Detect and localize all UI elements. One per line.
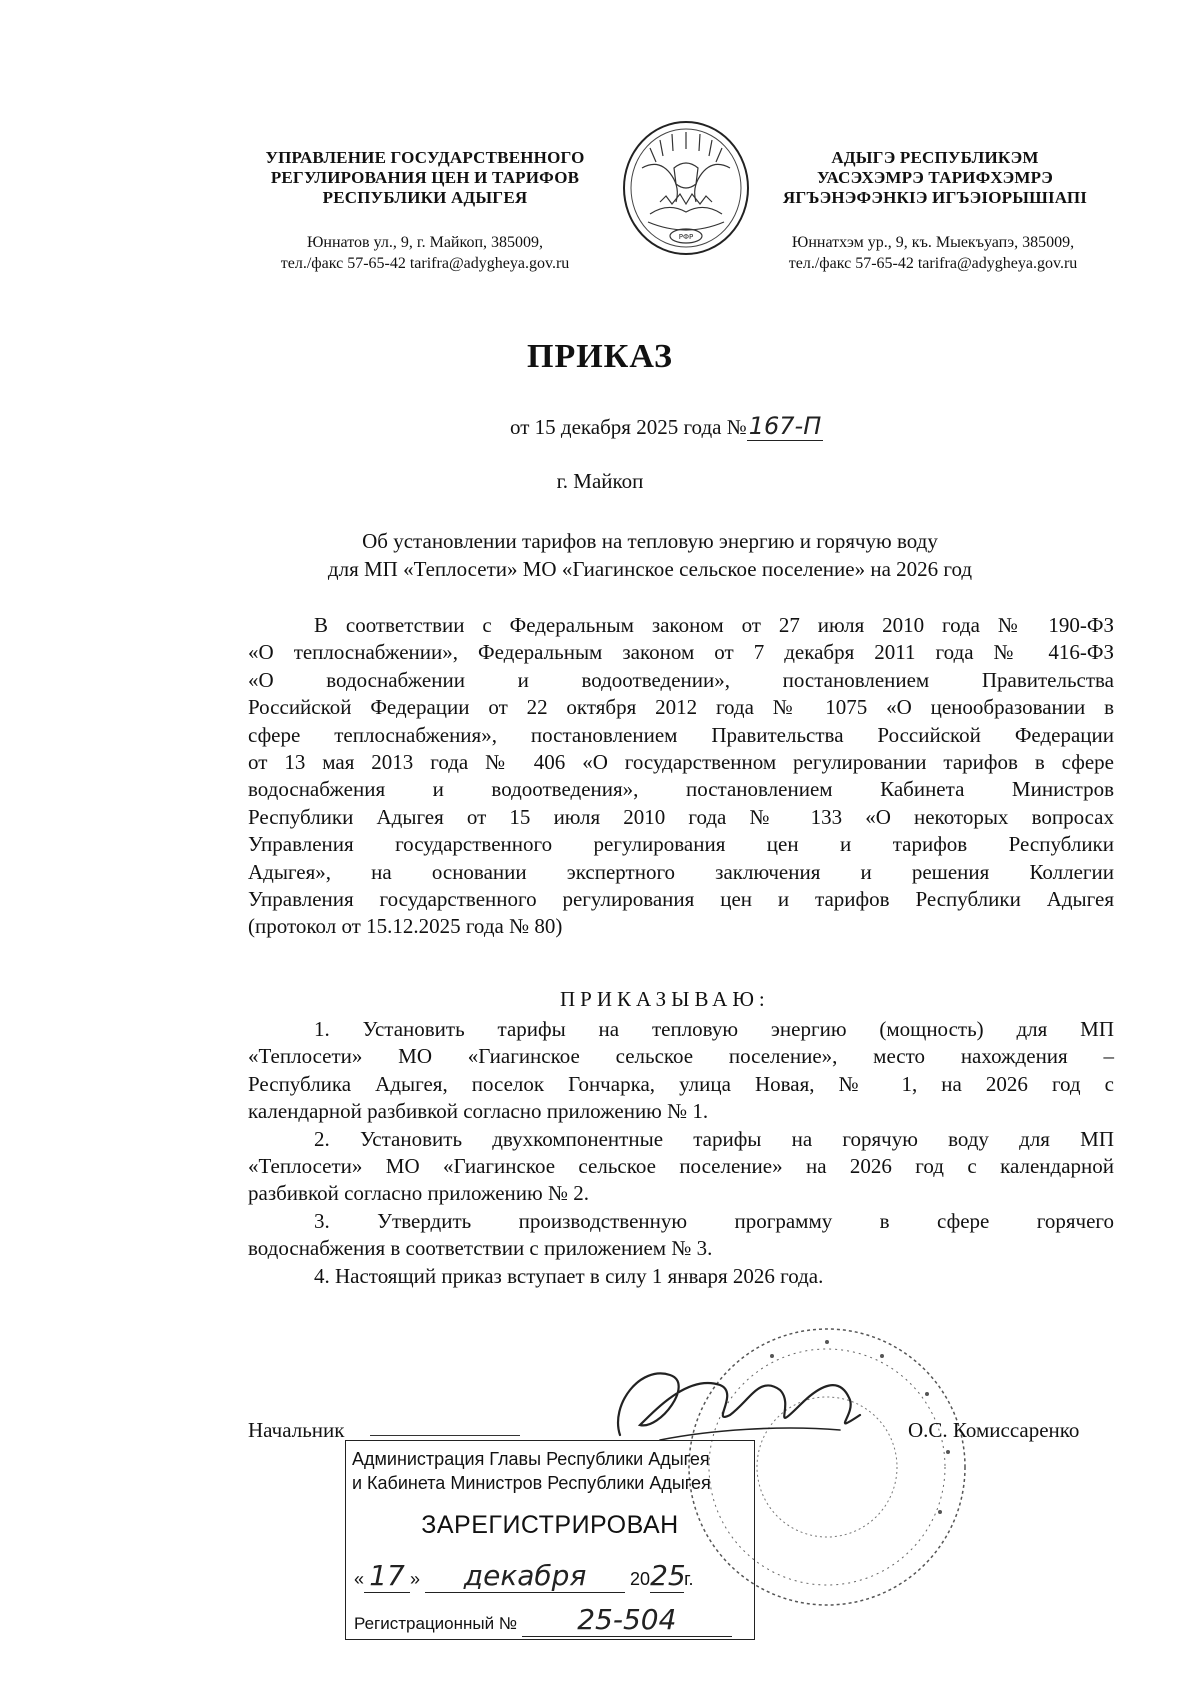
paragraph-line: водоснабжения и водоотведения», постановлением Кабинета Министров [248, 777, 1114, 802]
org-line: УПРАВЛЕНИЕ ГОСУДАРСТВЕННОГО [265, 148, 585, 167]
item-line: 1. Установить тарифы на тепловую энергию (мощность) для МП [314, 1017, 1114, 1041]
paragraph-line: Республики Адыгея от 15 июля 2010 года № 133 «О некоторых вопросах [248, 804, 1114, 829]
signatory-name: О.С. Комиссаренко [908, 1418, 1080, 1442]
republic-emblem-icon [620, 118, 752, 258]
stamp-year-unit: г. [684, 1569, 694, 1589]
item-line: 3. Утвердить производственную программу в сфере горячего [314, 1208, 1114, 1233]
item-line: «Теплосети» МО «Гиагинское сельское поселение» на 2026 год с календарной [248, 1154, 1114, 1179]
contact-line: тел./факс 57-65-42 tarifra@adygheya.gov.ru [280, 255, 570, 272]
decree-item [248, 1208, 1114, 1263]
stamp-day: 17 [364, 1559, 410, 1593]
document-date-line [510, 412, 823, 440]
paragraph-line: Управления государственного регулирования цен и тарифов Республики [248, 832, 1114, 857]
stamp-registration-number [354, 1603, 732, 1637]
org-name-adyghe [760, 148, 1110, 208]
preamble-paragraph [248, 612, 1114, 941]
org-line: УАСЭХЭМРЭ ТАРИФХЭМРЭ [817, 168, 1053, 187]
subject-line: для МП «Теплосети» МО «Гиагинское сельское поселение» на 2026 год [327, 557, 973, 581]
document-title: ПРИКАЗ [527, 338, 673, 375]
item-line: «Теплосети» МО «Гиагинское сельское поселение», место нахождения – [248, 1044, 1114, 1069]
decree-heading: ПРИКАЗЫВАЮ: [560, 987, 770, 1011]
paragraph-line: от 13 мая 2013 года № 406 «О государственном регулировании тарифов в сфере [248, 750, 1114, 775]
item-line: Республика Адыгея, поселок Гончарка, улица Новая, № 1, на 2026 год с [248, 1071, 1114, 1096]
decree-items [248, 1016, 1114, 1290]
document-date: от 15 декабря 2025 года № [510, 415, 747, 439]
org-line: АДЫГЭ РЕСПУБЛИКЭМ [831, 148, 1039, 167]
org-line: РЕГУЛИРОВАНИЯ ЦЕН И ТАРИФОВ [270, 168, 580, 187]
stamp-month: декабря [425, 1559, 625, 1593]
item-line: календарной разбивкой согласно приложению № 1. [248, 1099, 709, 1124]
stamp-org-line: Администрация Главы Республики Адыгея [352, 1449, 710, 1469]
document-subject [250, 527, 1050, 583]
org-name-russian [240, 148, 610, 208]
paragraph-line: сфере теплоснабжения», постановлением Правительства Российской Федерации [248, 722, 1114, 747]
stamp-organization [352, 1447, 711, 1495]
org-line: ЯГЪЭНЭФЭНКІЭ ИГЪЭІОРЫШІАПІ [782, 188, 1088, 207]
signature-line [370, 1435, 520, 1436]
stamp-date: « 17 » декабря 2025г. [354, 1559, 694, 1592]
decree-item [248, 1126, 1114, 1208]
paragraph-line: Управления государственного регулирования цен и тарифов Республики Адыгея [248, 887, 1114, 912]
stamp-year-suffix: 25 [650, 1559, 686, 1592]
item-line: разбивкой согласно приложению № 2. [248, 1181, 589, 1206]
contact-line: тел./факс 57-65-42 tarifra@adygheya.gov.ru [788, 255, 1078, 272]
paragraph-line: Адыгея», на основании экспертного заключения и решения Коллегии [248, 859, 1114, 884]
stamp-org-line: и Кабинета Министров Республики Адыгея [352, 1473, 711, 1493]
subject-line: Об установлении тарифов на тепловую энергию и горячую воду [362, 529, 938, 553]
stamp-reg-number: 25-504 [522, 1603, 732, 1637]
item-line: 4. Настоящий приказ вступает в силу 1 января 2026 года. [314, 1263, 824, 1288]
item-line: водоснабжения в соответствии с приложением № 3. [248, 1236, 713, 1261]
address-line: Юннатов ул., 9, г. Майкоп, 385009, [306, 234, 544, 251]
org-address-russian [240, 232, 610, 274]
decree-item [248, 1016, 1114, 1126]
paragraph-line: (протокол от 15.12.2025 года № 80) [248, 914, 563, 939]
paragraph-line: В соответствии с Федеральным законом от 27 июля 2010 года № 190-ФЗ [314, 613, 1114, 637]
org-line: РЕСПУБЛИКИ АДЫГЕЯ [322, 188, 528, 207]
document-number: 167-П [748, 412, 822, 440]
stamp-year-prefix: 20 [630, 1569, 651, 1589]
stamp-status: ЗАРЕГИСТРИРОВАН [421, 1511, 679, 1539]
svg-text:РФР: РФР [678, 233, 694, 241]
paragraph-line: «О водоснабжении и водоотведении», постановлением Правительства [248, 667, 1114, 692]
decree-item [248, 1263, 1114, 1290]
address-line: Юннатхэм ур., 9, къ. Мыекъуапэ, 385009, [791, 234, 1075, 251]
document-city: г. Майкоп [556, 469, 644, 493]
item-line: 2. Установить двухкомпонентные тарифы на горячую воду для МП [314, 1126, 1114, 1151]
registration-stamp [345, 1440, 755, 1640]
paragraph-line: «О теплоснабжении», Федеральным законом от 7 декабря 2011 года № 416-ФЗ [248, 640, 1114, 665]
paragraph-line: Российской Федерации от 22 октября 2012 года № 1075 «О ценообразовании в [248, 695, 1114, 720]
stamp-reg-label: Регистрационный № [354, 1614, 518, 1633]
org-address-adyghe [748, 232, 1118, 274]
signatory-title: Начальник [248, 1418, 345, 1442]
